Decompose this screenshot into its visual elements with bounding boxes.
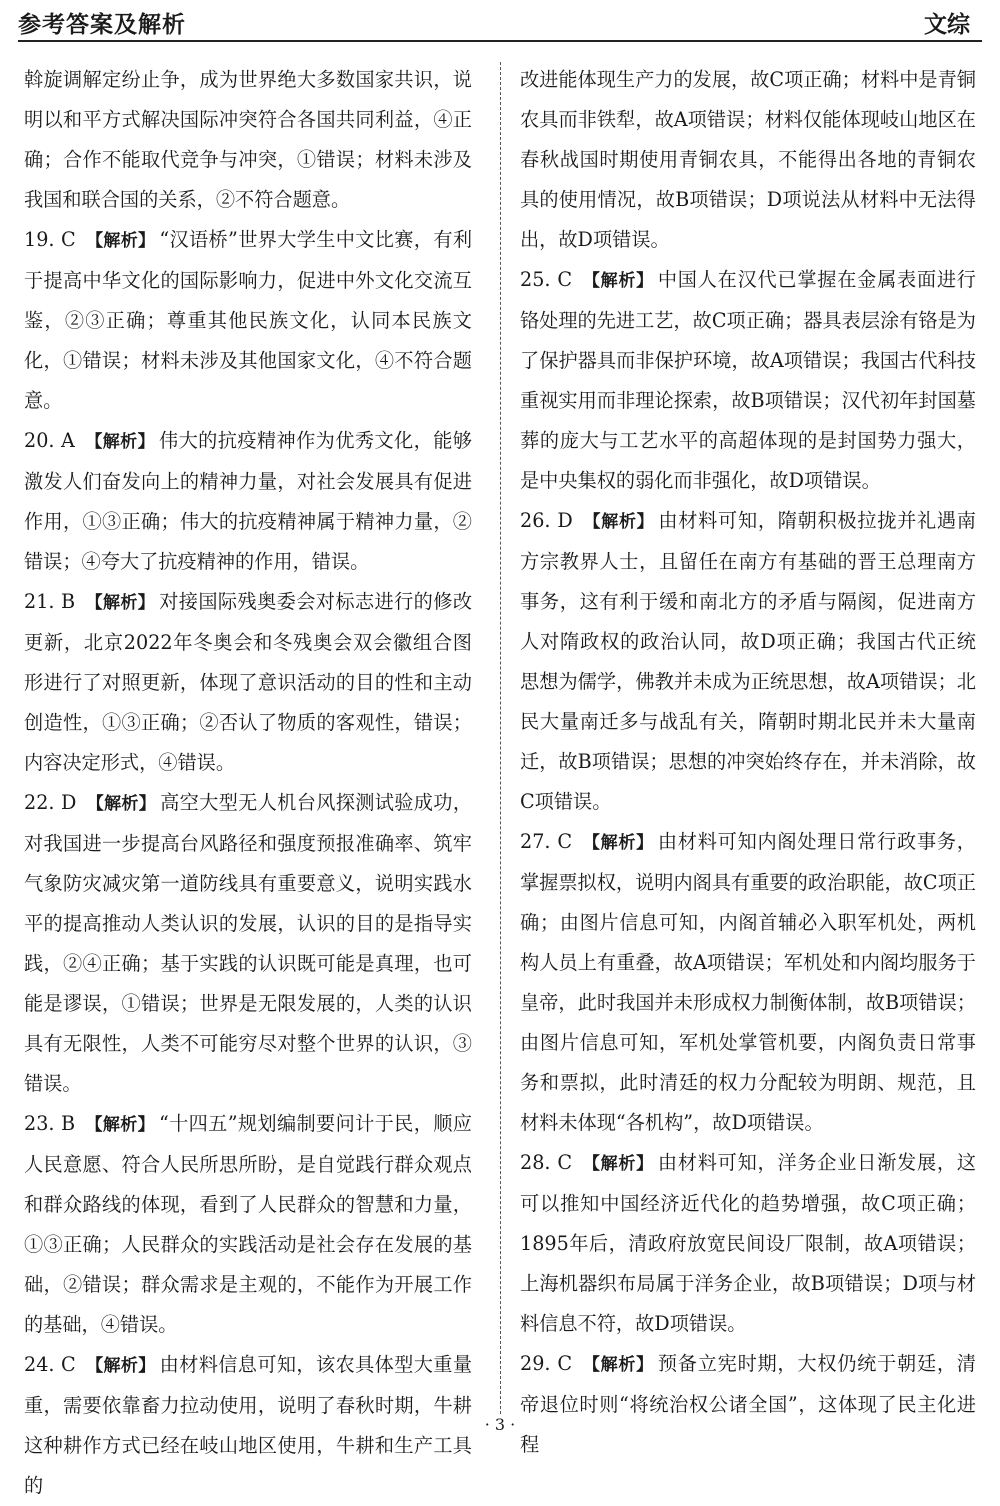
- header-title-right: 文综: [924, 12, 970, 38]
- item-answer: C: [557, 268, 573, 291]
- item-tag: 【解析】: [583, 512, 655, 532]
- answer-item-19: [24, 220, 472, 421]
- item-answer: D: [60, 791, 77, 814]
- item-tag: 【解析】: [582, 1154, 654, 1174]
- item-text: “汉语桥”世界大学生中文比赛，有利于提高中华文化的国际影响力，促进中外文化交流互鉴，②③正确；尊重其他民族文化，认同本民族文化，①错误；材料未涉及其他国家文化，④不符合题意。: [24, 228, 473, 412]
- item-answer: A: [61, 429, 75, 452]
- header-rule: [18, 40, 982, 42]
- item-answer: C: [60, 228, 76, 251]
- item-tag: 【解析】: [85, 432, 155, 452]
- right-column: [520, 60, 976, 1465]
- item-tag: 【解析】: [86, 1356, 156, 1376]
- item-tag: 【解析】: [582, 271, 654, 291]
- answer-item-20: [24, 421, 472, 582]
- item-text: 由材料信息可知，该农具体型大重量重，需要依靠畜力拉动使用，说明了春秋时期，牛耕这种耕作方式已经在岐山地区使用，牛耕和生产工具的: [24, 1353, 473, 1497]
- answer-item-29: [520, 1344, 976, 1465]
- answer-item-28: [520, 1143, 976, 1344]
- item-text: “十四五”规划编制要问计于民，顺应人民意愿、符合人民所思所盼，是自觉践行群众观点和群众路线的体现，看到了人民群众的智慧和力量，①③正确；人民群众的实践活动是社会存在发展的基础，②错误；群众需求是主观的，不能作为开展工作的基础，④错误。: [24, 1112, 472, 1336]
- answer-item-26: [520, 501, 976, 822]
- left-continuation-text: 斡旋调解定纷止争，成为世界绝大多数国家共识，说明以和平方式解决国际冲突符合各国共同利益，④正确；合作不能取代竞争与冲突，①错误；材料未涉及我国和联合国的关系，②不符合题意。: [24, 68, 472, 211]
- item-text: 对接国际残奥委会对标志进行的修改更新，北京2022年冬奥会和冬残奥会双会徽组合图形进行了对照更新，体现了意识活动的目的性和主动创造性，①③正确；②否认了物质的客观性，错误；内容决定形式，④错误。: [24, 590, 473, 774]
- item-answer: B: [61, 590, 76, 613]
- item-number: 20.: [24, 429, 55, 452]
- item-number: 25.: [520, 268, 551, 291]
- answer-item-25: [520, 260, 976, 501]
- item-number: 28.: [520, 1151, 551, 1174]
- item-tag: 【解析】: [582, 1355, 654, 1375]
- left-column: [24, 60, 472, 1506]
- item-text: 中国人在汉代已掌握在金属表面进行铬处理的先进工艺，故C项正确；器具表层涂有铬是为了保护器具而非保护环境，故A项错误；我国古代科技重视实用而非理论探索，故B项错误；汉代初年封国墓葬的庞大与工艺水平的高超体现的是封国势力强大，是中央集权的弱化而非强化，故D项错误。: [520, 268, 976, 492]
- item-answer: C: [557, 1352, 573, 1375]
- item-number: 27.: [520, 830, 551, 853]
- item-answer: D: [557, 509, 573, 532]
- answer-item-27: [520, 822, 976, 1143]
- page-header: [0, 0, 1000, 44]
- item-tag: 【解析】: [86, 231, 156, 251]
- item-number: 22.: [24, 791, 55, 814]
- item-number: 23.: [24, 1112, 55, 1135]
- header-title-left: 参考答案及解析: [18, 12, 186, 38]
- page-number: · 3 ·: [484, 1415, 516, 1434]
- item-answer: C: [557, 1151, 573, 1174]
- item-tag: 【解析】: [582, 833, 654, 853]
- item-tag: 【解析】: [85, 1115, 155, 1135]
- column-divider: [500, 62, 501, 1414]
- answer-item-22: [24, 783, 472, 1104]
- item-tag: 【解析】: [85, 593, 156, 613]
- item-tag: 【解析】: [86, 794, 157, 814]
- item-text: 伟大的抗疫精神作为优秀文化，能够激发人们奋发向上的精神力量，对社会发展具有促进作用，①③正确；伟大的抗疫精神属于精神力量，②错误；④夸大了抗疫精神的作用，错误。: [24, 429, 472, 573]
- item-number: 24.: [24, 1353, 55, 1376]
- item-text: 由材料可知，洋务企业日渐发展，这可以推知中国经济近代化的趋势增强，故C项正确；1895年后，清政府放宽民间设厂限制，故A项错误；上海机器织布局属于洋务企业，故B项错误；D项与材料信息不符，故D项错误。: [520, 1151, 976, 1335]
- item-number: 26.: [520, 509, 551, 532]
- item-number: 21.: [24, 590, 55, 613]
- item-answer: B: [60, 1112, 76, 1135]
- answer-item-21: [24, 582, 472, 783]
- item-text: 高空大型无人机台风探测试验成功，对我国进一步提高台风路径和强度预报准确率、筑牢气象防灾减灾第一道防线具有重要意义，说明实践水平的提高推动人类认识的发展，认识的目的是指导实践，②④正确；基于实践的认识既可能是真理，也可能是谬误，①错误；世界是无限发展的，人类的认识具有无限性，人类不可能穷尽对整个世界的认识，③错误。: [24, 791, 473, 1095]
- item-answer: C: [557, 830, 573, 853]
- item-number: 29.: [520, 1352, 551, 1375]
- item-text: 由材料可知，隋朝积极拉拢并礼遇南方宗教界人士，且留任在南方有基础的晋王总理南方事务，这有利于缓和南北方的矛盾与隔阂，促进南方人对隋政权的政治认同，故D项正确；我国古代正统思想为儒学，佛教并未成为正统思想，故A项错误；北民大量南迁多与战乱有关，隋朝时期北民并未大量南迁，故B项错误；思想的冲突始终存在，并未消除，故C项错误。: [520, 509, 976, 813]
- item-text: 预备立宪时期，大权仍统于朝廷，清帝退位时则“将统治权公诸全国”，这体现了民主化进程: [520, 1352, 976, 1456]
- item-number: 19.: [24, 228, 55, 251]
- right-continuation-text: 改进能体现生产力的发展，故C项正确；材料中是青铜农具而非铁犁，故A项错误；材料仅能体现岐山地区在春秋战国时期使用青铜农具，不能得出各地的青铜农具的使用情况，故B项错误；D项说法从材料中无法得出，故D项错误。: [520, 68, 976, 251]
- item-answer: C: [60, 1353, 76, 1376]
- item-text: 由材料可知内阁处理日常行政事务，掌握票拟权，说明内阁具有重要的政治职能，故C项正确；由图片信息可知，内阁首辅必入职军机处，两机构人员上有重叠，故A项错误；军机处和内阁均服务于皇帝，此时我国并未形成权力制衡体制，故B项错误；由图片信息可知，军机处掌管机要，内阁负责日常事务和票拟，此时清廷的权力分配较为明朗、规范，且材料未体现“各机构”，故D项错误。: [520, 830, 976, 1134]
- answer-item-23: [24, 1104, 472, 1345]
